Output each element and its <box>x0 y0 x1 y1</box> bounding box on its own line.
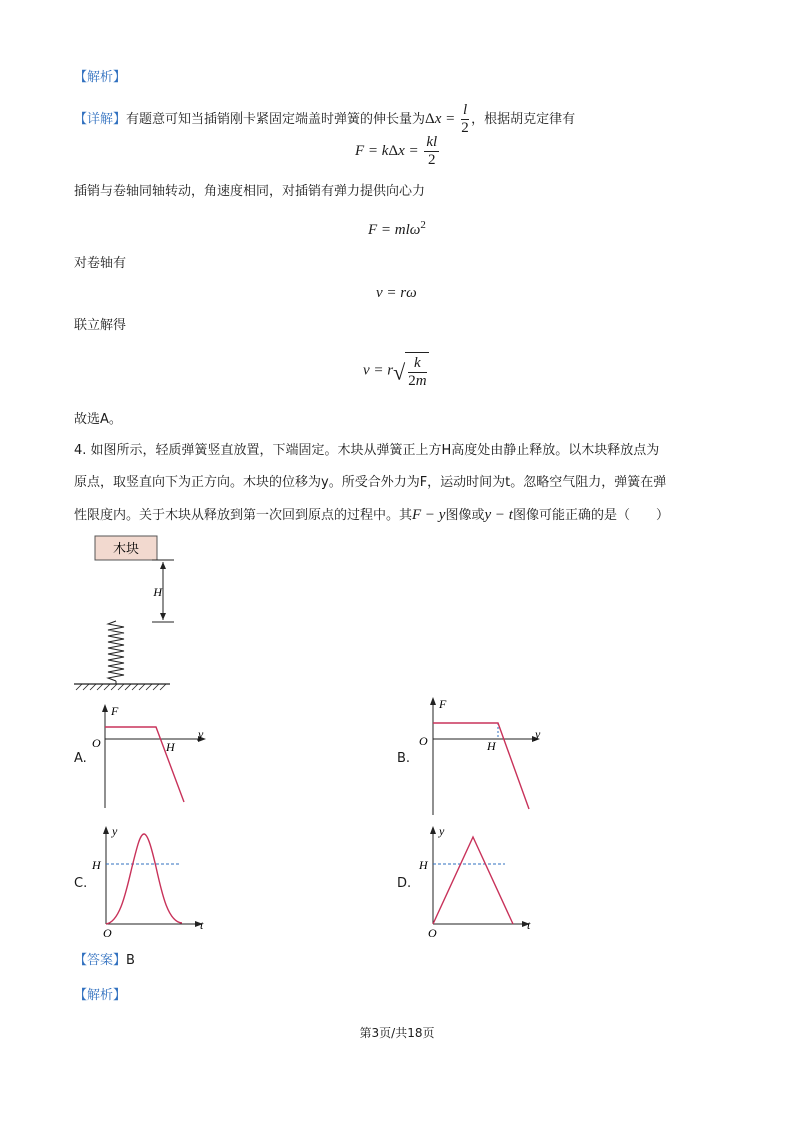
detail-line <box>74 102 575 137</box>
option-d-h-mark: H <box>419 858 428 872</box>
option-a-label[interactable]: A. <box>74 751 87 766</box>
detail-after: ，根据胡克定律有 <box>471 111 576 127</box>
analysis-tag: 【解析】 <box>74 70 127 85</box>
answer-line <box>74 951 135 971</box>
detail-text: 有题意可知当插销刚卡紧固定端盖时弹簧的伸长量为 <box>126 111 426 127</box>
option-c-graph <box>90 822 215 937</box>
option-b-origin: O <box>419 734 428 748</box>
option-c-ylabel: y <box>112 824 118 838</box>
q4-line-3-text: 性限度内。关于木块从释放到第一次回到原点的过程中。其 <box>74 508 413 523</box>
spring-setup-figure <box>70 532 190 692</box>
q4-line-2: 原点，取竖直向下为正方向。木块的位移为y。所受合外力为F，运动时间为t。忽略空气阻力，弹簧在弹 <box>74 475 667 490</box>
option-d-graph <box>417 822 542 940</box>
equation-hooke: F = kΔx = $\frac{kl}{2}$ <box>355 134 438 168</box>
option-a-ylabel: F <box>111 704 119 718</box>
option-c-origin: O <box>103 926 112 937</box>
option-b-h-mark: H <box>487 739 496 753</box>
text-line-4: 联立解得 <box>74 318 127 333</box>
option-c-curve <box>106 834 182 924</box>
choice-line: 故选A。 <box>74 412 122 427</box>
q4-line-3-end: 图像可能正确的是（ ） <box>512 508 669 523</box>
option-d-ylabel: y <box>439 824 445 838</box>
option-b-curve <box>433 723 529 809</box>
option-c-h-mark: H <box>92 858 101 872</box>
answer-tag: 【答案】 <box>74 953 127 968</box>
equation-velocity: v = rω <box>376 285 417 301</box>
option-b-graph <box>415 693 550 818</box>
option-d-curve <box>433 837 513 924</box>
option-d-xlabel: t <box>527 918 531 932</box>
wood-block-label: 木块 <box>112 541 140 556</box>
option-d-origin: O <box>428 926 437 940</box>
delta-x-expr: Δx = $\frac{l}{2}$ <box>425 102 469 136</box>
detail-tag: 【详解】 <box>74 111 127 127</box>
option-c-label[interactable]: C. <box>74 876 88 891</box>
q4-line-3-mid: 图像或 <box>445 508 485 523</box>
option-a-origin: O <box>92 736 101 750</box>
spring <box>108 621 124 681</box>
option-b-ylabel: F <box>439 697 447 711</box>
equation-centripetal: F = mlω$^2$ <box>368 219 426 238</box>
q4-line-3 <box>74 505 669 526</box>
q4-fy-expr: F − y <box>412 507 446 523</box>
analysis-tag-2: 【解析】 <box>74 988 127 1003</box>
answer-value: B <box>126 953 135 968</box>
text-line-2: 插销与卷轴同轴转动，角速度相同，对插销有弹力提供向心力 <box>74 184 426 199</box>
option-a-xlabel: y <box>198 727 204 741</box>
text-line-3: 对卷轴有 <box>74 256 127 271</box>
option-a-graph <box>88 700 218 815</box>
page-footer: 第3页/共18页 <box>359 1026 435 1040</box>
equation-result: v = r√ $\frac{k}{2m}$ <box>363 352 429 390</box>
option-d-label[interactable]: D. <box>397 876 412 891</box>
option-a-h-mark: H <box>166 740 175 754</box>
q4-yt-expr: y − t <box>484 507 513 523</box>
option-b-xlabel: y <box>535 727 541 741</box>
option-a-curve <box>105 727 184 802</box>
q4-line-1: 4. 如图所示，轻质弹簧竖直放置，下端固定。木块从弹簧正上方H高度处由静止释放。以木块释放点为 <box>74 443 660 458</box>
option-b-label[interactable]: B. <box>397 751 411 766</box>
option-c-xlabel: t <box>200 918 204 932</box>
height-label: H <box>153 585 162 599</box>
